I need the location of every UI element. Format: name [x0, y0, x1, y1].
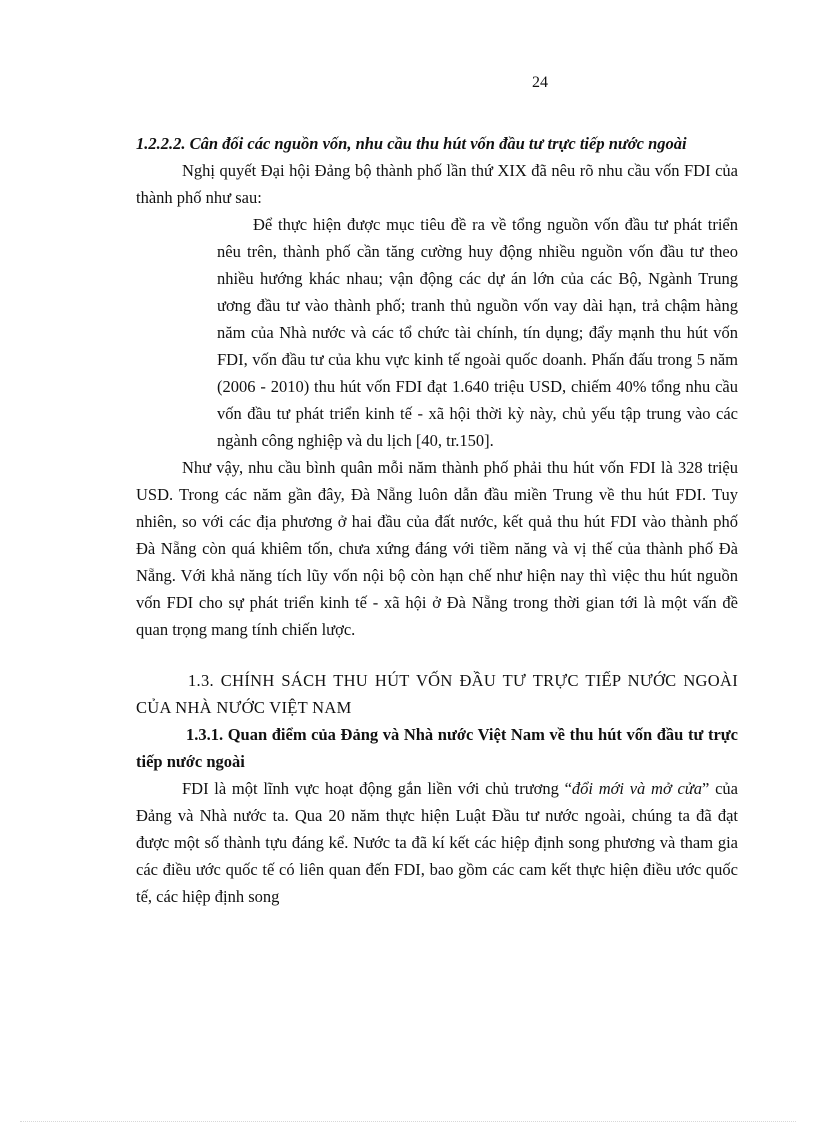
paragraph-fdi-policy-italic: đổi mới và mở cửa	[571, 779, 703, 798]
document-body	[136, 130, 738, 910]
paragraph-fdi-policy-start: FDI là một lĩnh vực hoạt động gắn liền với chủ trương “	[182, 779, 572, 798]
page-bottom-divider	[20, 1121, 796, 1122]
subsection-title-1-3-1: 1.3.1. Quan điểm của Đảng và Nhà nước Việt Nam về thu hút vốn đầu tư trực tiếp nước ngoài	[136, 725, 738, 771]
heading-1-2-2-2: 1.2.2.2. Cân đối các nguồn vốn, nhu cầu thu hút vốn đầu tư trực tiếp nước ngoài	[136, 134, 687, 153]
paragraph-resolution-intro: Nghị quyết Đại hội Đảng bộ thành phố lần thứ XIX đã nêu rõ nhu cầu vốn FDI của thành phố như sau:	[136, 161, 738, 207]
section-title-1-3: 1.3. CHÍNH SÁCH THU HÚT VỐN ĐẦU TƯ TRỰC TIẾP NƯỚC NGOÀI CỦA NHÀ NƯỚC VIỆT NAM	[136, 671, 738, 717]
block-quote: Để thực hiện được mục tiêu đề ra về tổng nguồn vốn đầu tư phát triển nêu trên, thành phố cần tăng cường huy động nhiều nguồn vốn đầu tư theo nhiều hướng khác nhau; vận động các dự án lớn của các Bộ, Ngành Trung ương đầu tư vào thành phố; tranh thủ nguồn vốn vay dài hạn, trả chậm hàng năm của Nhà nước và các tổ chức tài chính, tín dụng; đẩy mạnh thu hút vốn FDI, vốn đầu tư của khu vực kinh tế ngoài quốc doanh. Phấn đấu trong 5 năm (2006 - 2010) thu hút vốn FDI đạt 1.640 triệu USD, chiếm 40% tổng nhu cầu vốn đầu tư phát triển kinh tế - xã hội thời kỳ này, chủ yếu tập trung vào các ngành công nghiệp và du lịch [40, tr.150].	[217, 215, 738, 450]
page-number: 24	[532, 74, 548, 91]
paragraph-fdi-policy-end: ” của Đảng và Nhà nước ta. Qua 20 năm thực hiện Luật Đầu tư nước ngoài, chúng ta đã đạt được một số thành tựu đáng kể. Nước ta đã kí kết các hiệp định song phương và tham gia các điều ước quốc tế có liên quan đến FDI, bao gồm các cam kết thực hiện điều ước quốc tế, các hiệp định song	[136, 779, 738, 906]
paragraph-fdi-policy	[136, 775, 738, 910]
paragraph-average-demand: Như vậy, nhu cầu bình quân mỗi năm thành phố phải thu hút vốn FDI là 328 triệu USD. Trong các năm gần đây, Đà Nẵng luôn dẫn đầu miền Trung về thu hút FDI. Tuy nhiên, so với các địa phương ở hai đầu của đất nước, kết quả thu hút FDI vào thành phố Đà Nẵng còn quá khiêm tốn, chưa xứng đáng với tiềm năng và vị thế của thành phố Đà Nẵng. Với khả năng tích lũy vốn nội bộ còn hạn chế như hiện nay thì việc thu hút nguồn vốn FDI cho sự phát triển kinh tế - xã hội ở Đà Nẵng trong thời gian tới là một vấn đề quan trọng mang tính chiến lược.	[136, 458, 738, 639]
